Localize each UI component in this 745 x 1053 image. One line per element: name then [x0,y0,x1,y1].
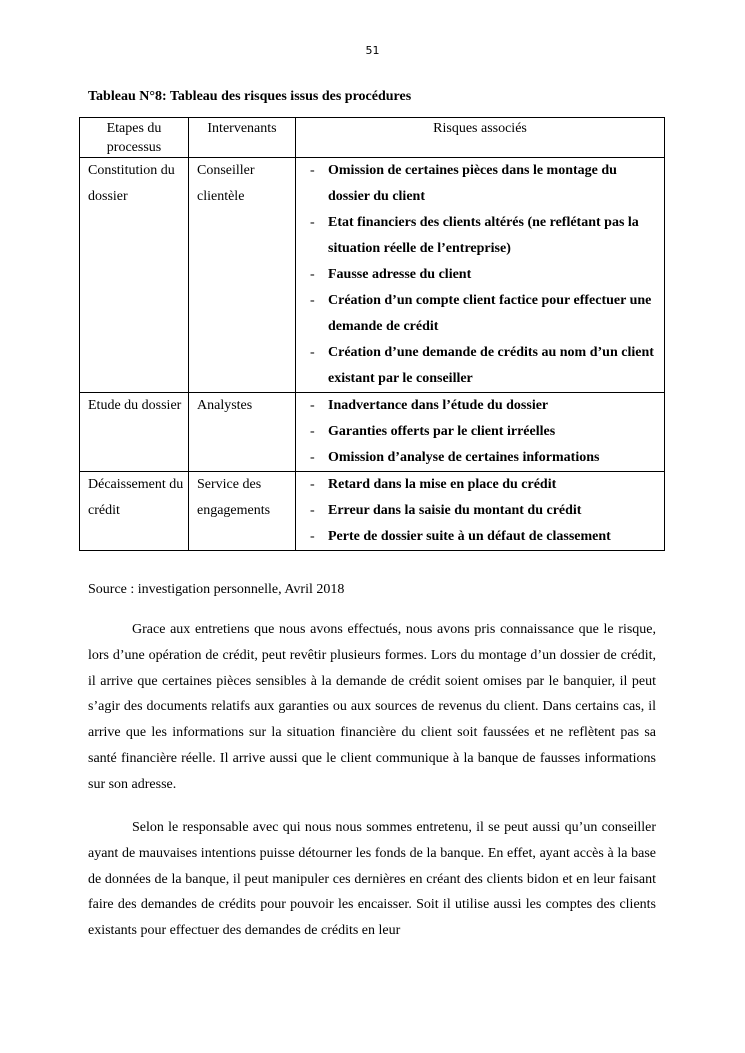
risk-item: - Inadvertance dans l’étude du dossier [310,393,660,419]
table-row [80,472,665,551]
risk-list [304,393,660,471]
risk-list [304,158,660,392]
risk-item: - Erreur dans la saisie du montant du crédit [310,498,660,524]
risk-item: - Perte de dossier suite à un défaut de classement [310,524,660,550]
actor: Analystes [189,393,296,472]
risk-item: - Retard dans la mise en place du crédit [310,472,660,498]
table-source: Source : investigation personnelle, Avril 2018 [88,582,345,597]
header-associated-risks: Risques associés [296,118,665,158]
header-actors: Intervenants [189,118,296,158]
process-step: Etude du dossier [80,393,189,472]
risk-item: - Omission d’analyse de certaines informations [310,445,660,471]
table-header-row [80,118,665,158]
risks-cell [296,472,665,551]
risk-item: - Fausse adresse du client [310,262,660,288]
table-row [80,158,665,393]
risk-item: - Garanties offerts par le client irréelles [310,419,660,445]
risks-cell [296,158,665,393]
actor: Service des engagements [189,472,296,551]
risk-item: - Etat financiers des clients altérés (ne reflétant pas la situation réelle de l’entreprise) [310,210,660,262]
process-step: Décaissement du crédit [80,472,189,551]
risk-item: - Création d’un compte client factice pour effectuer une demande de crédit [310,288,660,340]
risks-cell [296,393,665,472]
body-paragraph: Selon le responsable avec qui nous nous sommes entretenu, il se peut aussi qu’un conseiller ayant de mauvaises intentions puisse détourner les fonds de la banque. En effet, ayant accès à la base de données de la banque, il peut manipuler ces dernières en créant des clients bidon et en leur faisant faire des demandes de crédits pour pouvoir les encaisser. Soit il utilise aussi les comptes des clients existants pour effectuer des demandes de crédits en leur [88,820,656,939]
risk-item: - Création d’une demande de crédits au nom d’un client existant par le conseiller [310,340,660,392]
header-process-steps: Etapes du processus [80,118,189,158]
body-paragraph: Grace aux entretiens que nous avons effectués, nous avons pris connaissance que le risque, lors d’une opération de crédit, peut revêtir plusieurs formes. Lors du montage d’un dossier de crédit, il arrive que certaines pièces sensibles à la demande de crédit soient omises par le banquier, il peut s’agir des documents relatifs aux garanties ou aux sources de revenus du client. Dans certains cas, il arrive que les informations sur la situation financière du client soit faussées et ne reflètent pas sa santé financière réelle. Il arrive aussi que le client communique à la banque de fausses informations sur son adresse. [88,622,656,792]
risk-item: - Omission de certaines pièces dans le montage du dossier du client [310,158,660,210]
page-number: 51 [365,44,380,57]
process-step: Constitution du dossier [80,158,189,393]
table-row [80,393,665,472]
table-title: Tableau N°8: Tableau des risques issus des procédures [88,89,412,104]
risk-table [79,117,665,551]
risk-list [304,472,660,550]
actor: Conseiller clientèle [189,158,296,393]
